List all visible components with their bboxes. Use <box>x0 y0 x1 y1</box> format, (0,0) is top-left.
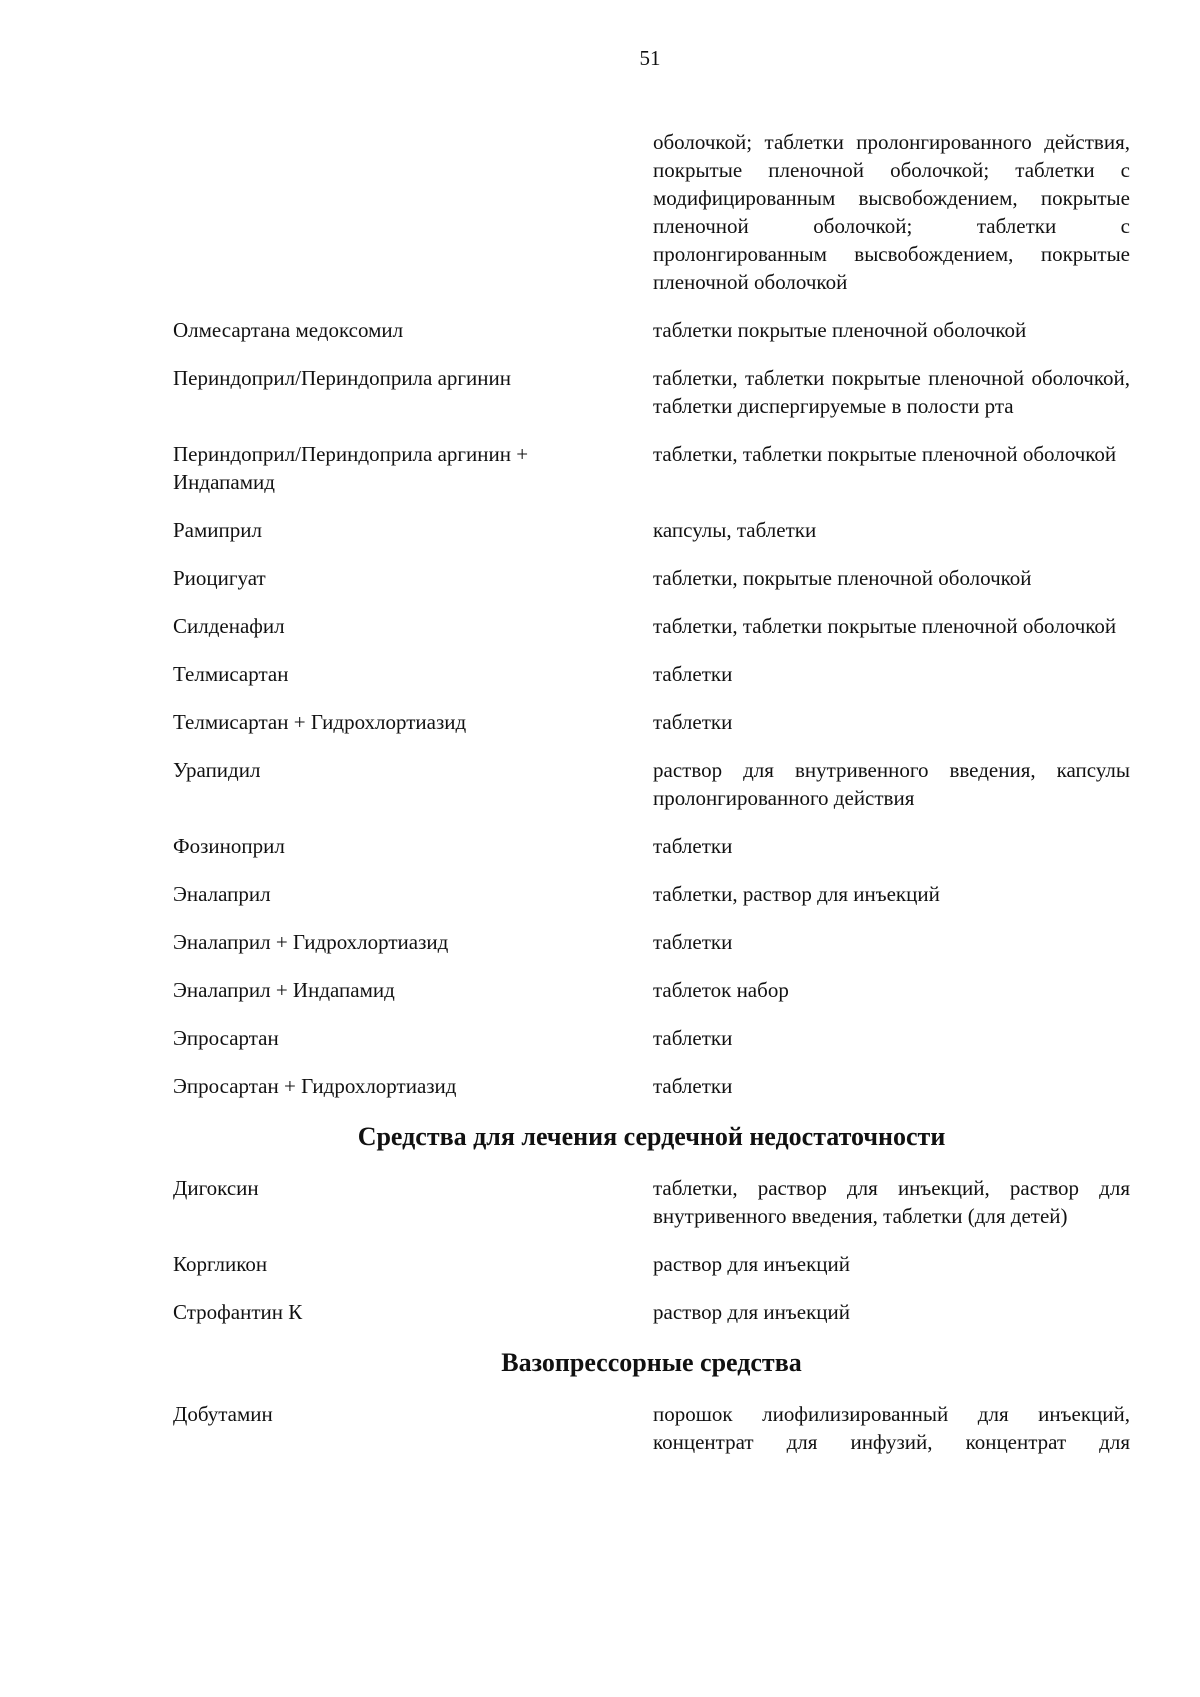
dosage-form-cell: таблетки, раствор для инъекций <box>653 882 940 906</box>
dosage-form-cell: таблетки <box>653 710 733 734</box>
table-row <box>173 928 1130 956</box>
table-row <box>173 1400 1130 1456</box>
table-row <box>173 316 1130 344</box>
table-row <box>173 612 1130 640</box>
dosage-form-cell: таблетки <box>653 662 733 686</box>
table-row <box>173 1072 1130 1100</box>
dosage-form-cell: таблетки <box>653 1026 733 1050</box>
drug-name-cell: Рамиприл <box>173 518 262 542</box>
dosage-form-cell: таблетки, раствор для инъекций, раствор для внутривенного введения, таблетки (для детей) <box>653 1176 1130 1228</box>
table-row <box>173 880 1130 908</box>
table-row <box>173 1174 1130 1230</box>
table-row <box>173 1250 1130 1278</box>
drug-table <box>173 128 1130 1476</box>
table-row <box>173 832 1130 860</box>
drug-name-cell: Фозиноприл <box>173 834 285 858</box>
table-row <box>173 708 1130 736</box>
dosage-form-cell: раствор для инъекций <box>653 1300 850 1324</box>
table-row <box>173 660 1130 688</box>
dosage-form-cell: таблетки, таблетки покрытые пленочной оболочкой, таблетки диспергируемые в полости рта <box>653 366 1130 418</box>
drug-name-cell: Олмесартана медоксомил <box>173 318 404 342</box>
dosage-form-cell: таблеток набор <box>653 978 789 1002</box>
drug-name-cell: Урапидил <box>173 758 261 782</box>
table-row <box>173 1298 1130 1326</box>
drug-name-cell: Эпросартан + Гидрохлортиазид <box>173 1074 457 1098</box>
table-row <box>173 128 1130 296</box>
dosage-form-cell: таблетки покрытые пленочной оболочкой <box>653 318 1027 342</box>
drug-name-cell: Эпросартан <box>173 1026 279 1050</box>
table-row <box>173 756 1130 812</box>
dosage-form-cell: таблетки, таблетки покрытые пленочной оболочкой <box>653 614 1117 638</box>
drug-name-cell: Эналаприл + Гидрохлортиазид <box>173 930 449 954</box>
table-row <box>173 516 1130 544</box>
drug-name-cell: Телмисартан + Гидрохлортиазид <box>173 710 467 734</box>
dosage-form-cell: раствор для инъекций <box>653 1252 850 1276</box>
drug-name-cell: Коргликон <box>173 1252 268 1276</box>
page-number: 51 <box>639 46 661 70</box>
dosage-form-cell: таблетки, таблетки покрытые пленочной оболочкой <box>653 442 1117 466</box>
section-heading: Вазопрессорные средства <box>501 1348 802 1377</box>
dosage-form-cell: таблетки <box>653 834 733 858</box>
table-row <box>173 976 1130 1004</box>
dosage-form-cell: таблетки <box>653 1074 733 1098</box>
table-row <box>173 564 1130 592</box>
section-heading: Средства для лечения сердечной недостаточности <box>357 1122 946 1151</box>
drug-name-cell: Добутамин <box>173 1402 273 1426</box>
drug-name-cell: Строфантин К <box>173 1300 303 1324</box>
drug-name-cell <box>173 440 653 496</box>
drug-name-line: Периндоприл/Периндоприла аргинин + <box>173 442 529 466</box>
dosage-form-cell: оболочкой; таблетки пролонгированного действия, покрытые пленочной оболочкой; таблетки с модифицированным высвобождением, покрытые пленочной оболочкой; таблетки с пролонгированным высвобождением, покрытые пленочной оболочкой <box>653 130 1130 294</box>
table-row <box>173 364 1130 420</box>
drug-name-cell: Риоцигуат <box>173 566 266 590</box>
drug-name-cell: Эналаприл <box>173 882 271 906</box>
drug-name-cell: Эналаприл + Индапамид <box>173 978 395 1002</box>
drug-name-cell: Периндоприл/Периндоприла аргинин <box>173 366 511 390</box>
drug-name-cell <box>173 128 653 296</box>
dosage-form-cell: капсулы, таблетки <box>653 518 817 542</box>
table-row <box>173 1024 1130 1052</box>
drug-name-cell: Дигоксин <box>173 1176 259 1200</box>
drug-name-cell: Силденафил <box>173 614 285 638</box>
drug-name-line: Индапамид <box>173 470 275 494</box>
dosage-form-cell: таблетки <box>653 930 733 954</box>
dosage-form-cell: раствор для внутривенного введения, капсулы пролонгированного действия <box>653 758 1130 810</box>
dosage-form-cell: порошок лиофилизированный для инъекций, концентрат для инфузий, концентрат для <box>653 1402 1130 1454</box>
table-row <box>173 440 1130 496</box>
drug-name-cell: Телмисартан <box>173 662 289 686</box>
dosage-form-cell: таблетки, покрытые пленочной оболочкой <box>653 566 1032 590</box>
